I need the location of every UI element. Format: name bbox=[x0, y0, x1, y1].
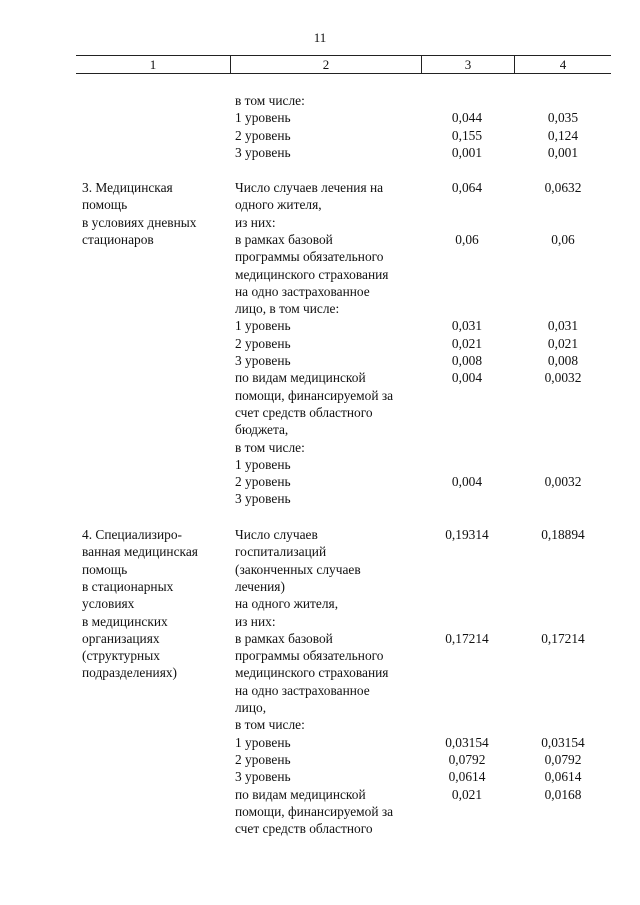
indicator-line: лицо, в том числе: bbox=[235, 301, 340, 317]
section-title-line: помощь bbox=[82, 561, 128, 577]
indicator-line: медицинского страхования bbox=[235, 665, 389, 681]
indicator-line: в том числе: bbox=[235, 439, 305, 455]
section-title-line: стационаров bbox=[82, 231, 154, 247]
indicator-line: 2 уровень bbox=[235, 127, 291, 143]
indicator-line: (законченных случаев bbox=[235, 561, 361, 577]
indicator-line: 3 уровень bbox=[235, 144, 291, 160]
value-col-4: 0,0632 bbox=[544, 180, 582, 195]
header-col-1: 1 bbox=[149, 57, 157, 72]
section-title-line: подразделениях) bbox=[82, 665, 178, 681]
indicator-line: программы обязательного bbox=[235, 249, 384, 265]
value-col-3: 0,008 bbox=[451, 353, 483, 368]
value-col-4: 0,06 bbox=[551, 231, 575, 247]
value-col-4: 0,18894 bbox=[541, 527, 585, 542]
indicator-line: бюджета, bbox=[235, 422, 289, 438]
indicator-line: в рамках базовой bbox=[235, 630, 333, 646]
value-col-3: 0,155 bbox=[451, 127, 483, 143]
value-col-4: 0,0032 bbox=[544, 474, 582, 490]
indicator-line: 3 уровень bbox=[235, 353, 291, 368]
indicator-line: помощи, финансируемой за bbox=[235, 803, 394, 819]
header-col-3: 3 bbox=[464, 57, 472, 72]
section-title-line: 4. Специализиро- bbox=[82, 527, 182, 542]
value-col-3: 0,044 bbox=[451, 110, 483, 126]
indicator-line: счет средств областного bbox=[235, 821, 373, 837]
value-col-3: 0,031 bbox=[451, 318, 483, 334]
header-col-2: 2 bbox=[322, 57, 330, 72]
section-title-line: помощь bbox=[82, 197, 128, 213]
indicator-line: Число случаев bbox=[235, 527, 318, 542]
indicator-line: лицо, bbox=[235, 700, 267, 715]
value-col-3: 0,004 bbox=[451, 474, 483, 490]
value-col-4: 0,03154 bbox=[541, 734, 585, 750]
indicator-line: счет средств областного bbox=[235, 404, 373, 420]
value-col-3: 0,064 bbox=[451, 180, 483, 195]
value-col-4: 0,008 bbox=[547, 353, 579, 368]
section-title-line: в условиях дневных bbox=[82, 214, 197, 230]
indicator-line: лечения) bbox=[235, 578, 285, 594]
value-col-4: 0,035 bbox=[547, 110, 579, 126]
indicator-line: на одно застрахованное bbox=[235, 682, 370, 698]
indicator-line: из них: bbox=[235, 613, 276, 629]
value-col-4: 0,031 bbox=[547, 318, 579, 334]
indicator-line: медицинского страхования bbox=[235, 266, 389, 282]
indicator-line: программы обязательного bbox=[235, 648, 384, 664]
value-col-4: 0,17214 bbox=[541, 630, 585, 646]
indicator-line: 3 уровень bbox=[235, 769, 291, 785]
value-col-4: 0,001 bbox=[547, 144, 579, 160]
value-col-4: 0,0614 bbox=[544, 769, 582, 785]
page-number: 11 bbox=[313, 30, 327, 45]
value-col-3: 0,021 bbox=[451, 786, 483, 802]
section-title-line: (структурных bbox=[82, 648, 160, 664]
indicator-line: в том числе: bbox=[235, 93, 305, 108]
indicator-line: 1 уровень bbox=[235, 734, 291, 750]
indicator-line: госпитализаций bbox=[235, 544, 327, 560]
indicator-line: по видам медицинской bbox=[235, 786, 366, 802]
indicator-line: 1 уровень bbox=[235, 456, 291, 472]
section-title-line: условиях bbox=[82, 596, 135, 612]
indicator-line: 2 уровень bbox=[235, 474, 291, 490]
value-col-3: 0,03154 bbox=[445, 734, 489, 750]
value-col-4: 0,0032 bbox=[544, 370, 582, 386]
section-title-line: в медицинских bbox=[82, 613, 168, 629]
indicator-line: Число случаев лечения на bbox=[235, 180, 384, 195]
value-col-3: 0,001 bbox=[451, 144, 483, 160]
value-col-3: 0,19314 bbox=[445, 527, 489, 542]
value-col-3: 0,021 bbox=[451, 335, 483, 351]
indicator-line: из них: bbox=[235, 214, 276, 230]
value-col-3: 0,17214 bbox=[445, 630, 489, 646]
value-col-3: 0,0792 bbox=[448, 751, 486, 767]
indicator-line: 1 уровень bbox=[235, 110, 291, 126]
value-col-4: 0,0792 bbox=[544, 751, 582, 767]
value-col-3: 0,06 bbox=[455, 231, 479, 247]
indicator-line: на одного жителя, bbox=[235, 596, 339, 612]
section-title-line: 3. Медицинская bbox=[82, 180, 173, 195]
table-header bbox=[76, 55, 611, 74]
indicator-line: помощи, финансируемой за bbox=[235, 387, 394, 403]
value-col-4: 0,021 bbox=[547, 335, 579, 351]
indicator-line: 1 уровень bbox=[235, 318, 291, 334]
section-title-line: ванная медицинская bbox=[82, 544, 198, 560]
value-col-3: 0,0614 bbox=[448, 769, 486, 785]
indicator-line: по видам медицинской bbox=[235, 370, 366, 386]
indicator-line: на одно застрахованное bbox=[235, 283, 370, 299]
value-col-4: 0,124 bbox=[547, 127, 579, 143]
value-col-4: 0,0168 bbox=[544, 786, 582, 802]
indicator-line: 3 уровень bbox=[235, 491, 291, 507]
indicator-line: в рамках базовой bbox=[235, 231, 333, 247]
header-col-4: 4 bbox=[559, 57, 567, 72]
section-title-line: в стационарных bbox=[82, 578, 174, 594]
indicator-line: 2 уровень bbox=[235, 751, 291, 767]
value-col-3: 0,004 bbox=[451, 370, 483, 386]
section-title-line: организациях bbox=[82, 630, 160, 646]
indicator-line: 2 уровень bbox=[235, 335, 291, 351]
indicator-line: одного жителя, bbox=[235, 197, 322, 213]
indicator-line: в том числе: bbox=[235, 717, 305, 733]
